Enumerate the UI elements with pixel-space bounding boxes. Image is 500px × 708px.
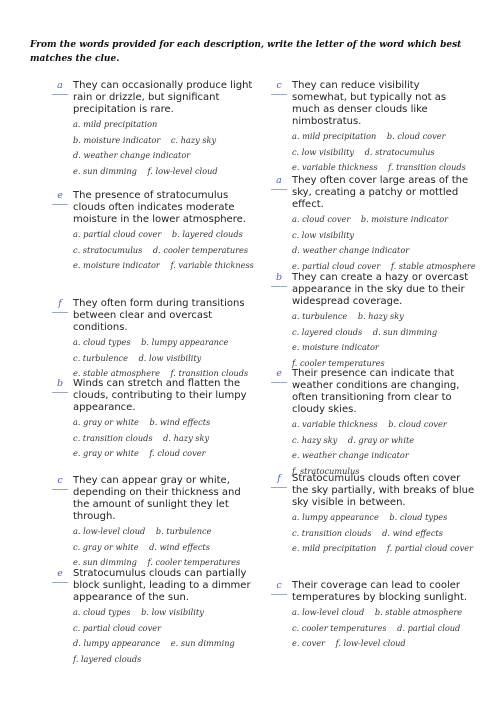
option-item: d. low visibility (138, 352, 202, 363)
answer-blank[interactable]: f (52, 298, 68, 313)
options-list (73, 227, 257, 274)
question-item (52, 190, 257, 274)
option-item: b. cloud cover (386, 131, 446, 141)
option-item: c. transition clouds (292, 527, 372, 538)
options-list (73, 335, 257, 382)
option-item: e. cover (292, 638, 325, 648)
answer-blank[interactable]: e (271, 368, 287, 383)
question-item (52, 80, 257, 179)
clue-text: Their coverage can lead to cooler temperatures by blocking sunlight. (292, 580, 468, 603)
instructions: From the words provided for each description, write the letter of the word which best matches the clue. (30, 40, 462, 64)
option-item: e. stable atmosphere (73, 368, 160, 378)
question-item (52, 298, 257, 382)
option-item: b. turbulence (155, 526, 212, 536)
clue-text: Stratocumulus clouds can partially block sunlight, leading to a dimmer appearance of the sun. (73, 568, 251, 603)
option-item: a. gray or white (73, 417, 139, 427)
clue-text: They can occasionally produce light rain or drizzle, but significant precipitation is rare. (73, 80, 253, 115)
option-item: a. low-level cloud (292, 607, 365, 617)
answer-blank[interactable]: c (271, 580, 287, 595)
option-item: d. wind effects (382, 527, 443, 538)
option-item: d. sun dimming (372, 326, 438, 337)
option-item: b. hazy sky (357, 311, 404, 321)
answer-blank[interactable]: a (52, 80, 68, 95)
options-list (292, 510, 476, 557)
options-list (292, 212, 476, 274)
option-item: c. low visibility (292, 229, 355, 240)
option-item: d. partial cloud (397, 622, 461, 633)
clue-text: Stratocumulus clouds often cover the sky partially, with breaks of blue sky visible in between. (292, 473, 475, 508)
option-item: f. partial cloud cover (386, 543, 473, 553)
option-item: b. lumpy appearance (141, 337, 229, 347)
option-item: a. cloud types (73, 337, 131, 347)
question-item (271, 580, 476, 652)
option-item: f. cooler temperatures (147, 557, 241, 567)
answer-blank[interactable]: f (271, 473, 287, 488)
option-item: d. wind effects (149, 541, 210, 552)
option-item: a. partial cloud cover (73, 229, 162, 239)
option-item: c. cooler temperatures (292, 622, 387, 633)
question-item (52, 475, 257, 571)
option-item: c. hazy sky (292, 434, 338, 445)
option-item: e. moisture indicator (292, 342, 379, 352)
option-item: b. moisture indicator (360, 214, 449, 224)
answer-blank[interactable]: e (52, 190, 68, 205)
question-item (271, 175, 476, 274)
option-item: a. lumpy appearance (292, 512, 379, 522)
question-item (52, 378, 257, 462)
answer-blank[interactable]: c (52, 475, 68, 490)
option-item: c. partial cloud cover (73, 622, 161, 633)
option-item: f. layered clouds (73, 653, 142, 664)
options-list (73, 117, 257, 179)
option-item: a. low-level cloud (73, 526, 146, 536)
option-item: a. cloud cover (292, 214, 351, 224)
options-list (73, 605, 257, 667)
option-item: e. mild precipitation (292, 543, 377, 553)
option-item: e. variable thickness (292, 162, 378, 172)
option-item: d. weather change indicator (73, 150, 191, 160)
option-item: e. weather change indicator (292, 450, 409, 460)
option-item: c. stratocumulus (73, 244, 143, 255)
option-item: f. transition clouds (170, 368, 249, 378)
clue-text: They often form during transitions between clear and overcast conditions. (73, 298, 245, 333)
option-item: b. cloud types (389, 512, 448, 522)
clue-text: The presence of stratocumulus clouds often indicates moderate moisture in the lower atmosphere. (73, 190, 246, 225)
option-item: f. cloud cover (149, 448, 206, 458)
question-item (271, 80, 476, 176)
option-item: c. gray or white (73, 541, 139, 552)
option-item: d. hazy sky (163, 432, 210, 443)
option-item: f. cooler temperatures (292, 357, 385, 368)
options-list (292, 605, 476, 652)
option-item: e. sun dimming (73, 165, 137, 176)
answer-blank[interactable]: b (52, 378, 68, 393)
question-item (271, 368, 476, 479)
answer-blank[interactable]: b (271, 272, 287, 287)
option-item: e. gray or white (73, 448, 139, 458)
option-item: d. weather change indicator (292, 245, 410, 255)
option-item: b. layered clouds (171, 229, 243, 239)
answer-blank[interactable]: e (52, 568, 68, 583)
question-item (52, 568, 257, 667)
option-item: c. turbulence (73, 352, 128, 363)
option-item: f. low-level cloud (147, 165, 218, 176)
option-item: a. mild precipitation (73, 119, 158, 129)
answer-blank[interactable]: c (271, 80, 287, 95)
option-item: e. partial cloud cover (292, 260, 381, 271)
option-item: c. layered clouds (292, 326, 363, 337)
option-item: a. turbulence (292, 311, 348, 321)
option-item: e. sun dimming (73, 557, 137, 567)
option-item: f. stratocumulus (292, 465, 360, 476)
clue-text: They often cover large areas of the sky, creating a patchy or mottled effect. (292, 175, 469, 210)
options-list (73, 415, 257, 462)
option-item: b. moisture indicator (73, 134, 161, 145)
option-item: f. variable thickness (170, 260, 254, 270)
answer-blank[interactable]: a (271, 175, 287, 190)
option-item: e. moisture indicator (73, 260, 160, 270)
question-item (271, 272, 476, 371)
option-item: b. wind effects (149, 417, 211, 427)
clue-text: They can appear gray or white, depending on their thickness and the amount of sunlight they let through. (73, 475, 241, 522)
option-item: e. sun dimming (170, 638, 235, 648)
option-item: a. mild precipitation (292, 131, 377, 141)
option-item: a. cloud types (73, 607, 131, 617)
option-item: b. low visibility (141, 607, 204, 617)
question-item (271, 473, 476, 557)
option-item: b. cloud cover (388, 419, 447, 429)
option-item: d. stratocumulus (364, 146, 435, 157)
option-item: d. gray or white (347, 434, 415, 445)
options-list (292, 309, 476, 371)
clue-text: They can create a hazy or overcast appearance in the sky due to their widespread coverage. (292, 272, 469, 307)
options-list (73, 524, 257, 571)
options-list (292, 129, 476, 176)
option-item: f. low-level cloud (335, 638, 406, 648)
option-item: d. lumpy appearance (73, 638, 161, 648)
clue-text: Their presence can indicate that weather conditions are changing, often transitioning from clear to cloudy skies. (292, 368, 460, 415)
option-item: d. cooler temperatures (152, 244, 249, 255)
option-item: c. transition clouds (73, 432, 153, 443)
option-item: a. variable thickness (292, 419, 378, 429)
option-item: c. low visibility (292, 146, 355, 157)
clue-text: They can reduce visibility somewhat, but typically not as much as denser clouds like nimbostratus. (292, 80, 447, 127)
option-item: b. stable atmosphere (374, 607, 463, 617)
option-item: f. stable atmosphere (390, 260, 476, 271)
option-item: f. transition clouds (388, 162, 466, 172)
clue-text: Winds can stretch and flatten the clouds, contributing to their lumpy appearance. (73, 378, 247, 413)
option-item: c. hazy sky (170, 134, 217, 145)
options-list (292, 417, 476, 479)
